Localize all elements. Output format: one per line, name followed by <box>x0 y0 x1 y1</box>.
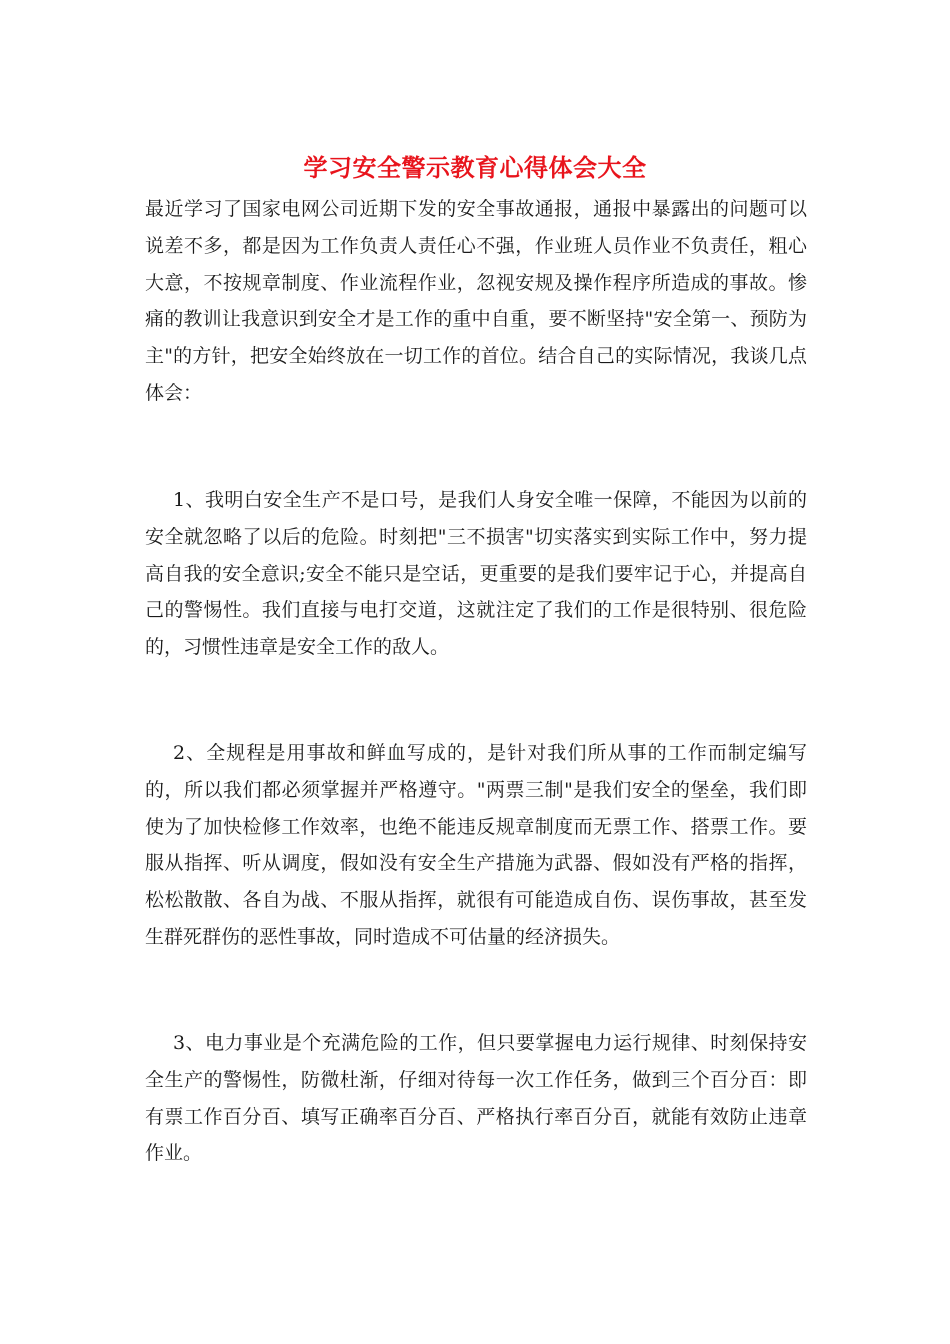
point-paragraph-2: 2、全规程是用事故和鲜血写成的，是针对我们所从事的工作而制定编写的，所以我们都必须掌握并严格遵守。"两票三制"是我们安全的堡垒，我们即使为了加快检修工作效率，也绝不能违反规章制度而无票工作、搭票工作。要服从指挥、听从调度，假如没有安全生产措施为武器、假如没有严格的指挥，松松散散、各自为战、不服从指挥，就很有可能造成自伤、误伤事故，甚至发生群死群伤的恶性事故，同时造成不可估量的经济损失。 <box>145 742 807 948</box>
intro-paragraph: 最近学习了国家电网公司近期下发的安全事故通报，通报中暴露出的问题可以说差不多，都是因为工作负责人责任心不强，作业班人员作业不负责任，粗心大意，不按规章制度、作业流程作业，忽视安规及操作程序所造成的事故。惨痛的教训让我意识到安全才是工作的重中自重，要不断坚持"安全第一、预防为主"的方针，把安全始终放在一切工作的首位。结合自己的实际情况，我谈几点体会： <box>145 198 807 404</box>
point-paragraph-1: 1、我明白安全生产不是口号，是我们人身安全唯一保障，不能因为以前的安全就忽略了以后的危险。时刻把"三不损害"切实落实到实际工作中，努力提高自我的安全意识;安全不能只是空话，更重要的是我们要牢记于心，并提高自己的警惕性。我们直接与电打交道，这就注定了我们的工作是很特别、很危险的，习惯性违章是安全工作的敌人。 <box>145 489 807 659</box>
point-paragraph-3: 3、电力事业是个充满危险的工作，但只要掌握电力运行规律、时刻保持安全生产的警惕性，防微杜渐，仔细对待每一次工作任务，做到三个百分百：即有票工作百分百、填写正确率百分百、严格执行率百分百，就能有效防止违章作业。 <box>145 1032 807 1165</box>
document-title: 学习安全警示教育心得体会大全 <box>303 153 647 182</box>
